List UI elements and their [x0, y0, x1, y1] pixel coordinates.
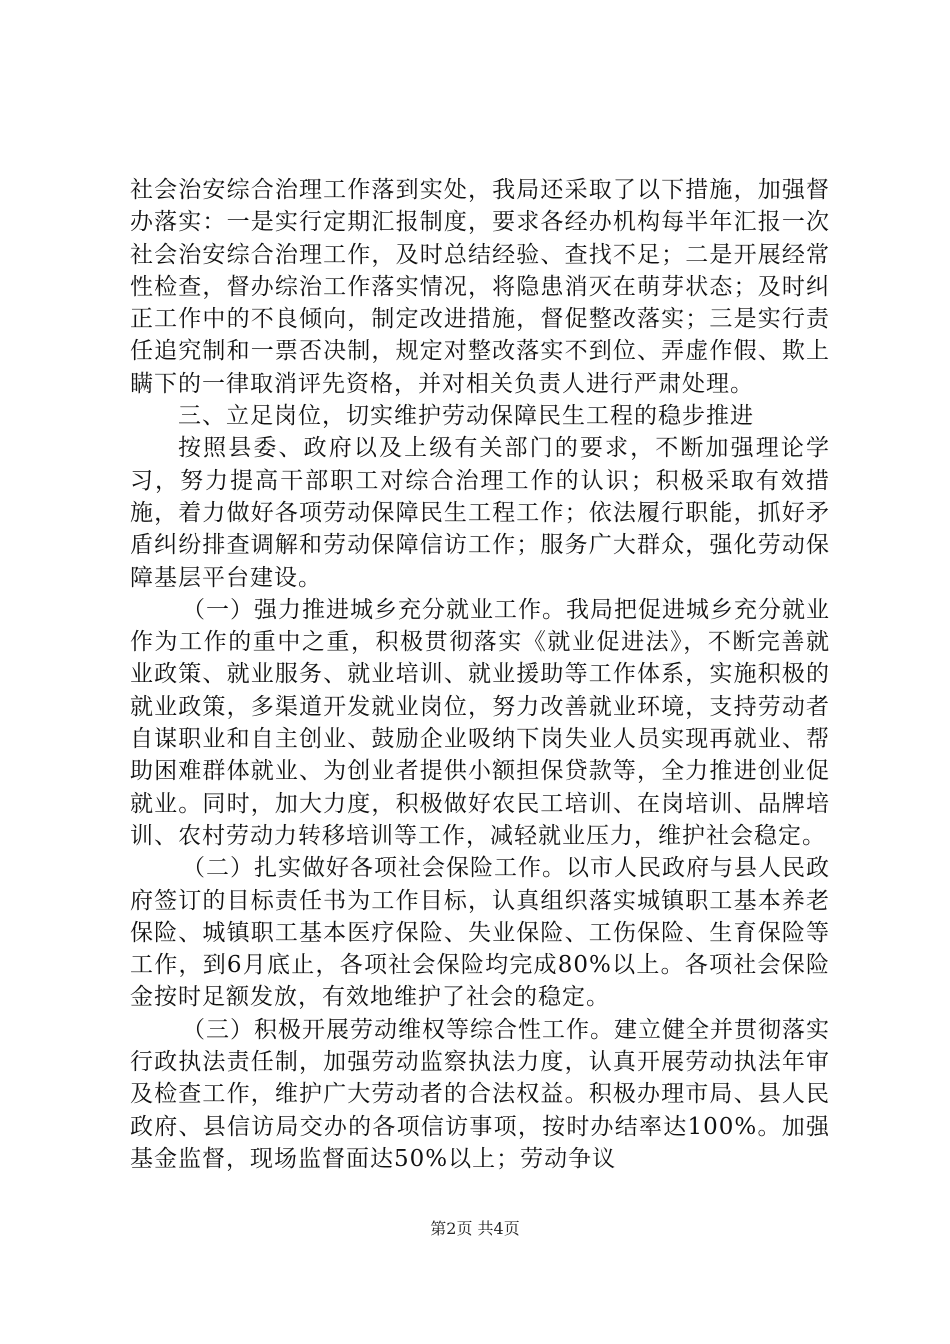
- document-body: [130, 174, 830, 1175]
- paragraph-intro: 按照县委、政府以及上级有关部门的要求，不断加强理论学习，努力提高干部职工对综合治理工作的认识；积极采取有效措施，着力做好各项劳动保障民生工程工作；依法履行职能，抓好矛盾纠纷排查调解和劳动保障信访工作；服务广大群众，强化劳动保障基层平台建设。: [130, 435, 830, 591]
- paragraph-employment: （一）强力推进城乡充分就业工作。我局把促进城乡充分就业作为工作的重中之重，积极贯彻落实《就业促进法》，不断完善就业政策、就业服务、就业培训、就业援助等工作体系，实施积极的就业政策，多渠道开发就业岗位，努力改善就业环境，支持劳动者自谋职业和自主创业、鼓励企业吸纳下岗失业人员实现再就业、帮助困难群体就业、为创业者提供小额担保贷款等，全力推进创业促就业。同时，加大力度，积极做好农民工培训、在岗培训、品牌培训、农村劳动力转移培训等工作，减轻就业压力，维护社会稳定。: [130, 596, 830, 849]
- paragraph-labor-rights: （三）积极开展劳动维权等综合性工作。建立健全并贯彻落实行政执法责任制，加强劳动监察执法力度，认真开展劳动执法年审及检查工作，维护广大劳动者的合法权益。积极办理市局、县人民政府、县信访局交办的各项信访事项，按时办结率达100%。加强基金监督，现场监督面达50%以上；劳动争议: [130, 1016, 830, 1172]
- paragraph-measures: 社会治安综合治理工作落到实处，我局还采取了以下措施，加强督办落实：一是实行定期汇报制度，要求各经办机构每半年汇报一次社会治安综合治理工作，及时总结经验、查找不足；二是开展经常性检查，督办综治工作落实情况，将隐患消灭在萌芽状态；及时纠正工作中的不良倾向，制定改进措施，督促整改落实；三是实行责任追究制和一票否决制，规定对整改落实不到位、弄虚作假、欺上瞒下的一律取消评先资格，并对相关负责人进行严肃处理。: [130, 177, 830, 397]
- paragraph-social-insurance: （二）扎实做好各项社会保险工作。以市人民政府与县人民政府签订的目标责任书为工作目标，认真组织落实城镇职工基本养老保险、城镇职工基本医疗保险、失业保险、工伤保险、生育保险等工作，到6月底止，各项社会保险均完成80%以上。各项社会保险金按时足额发放，有效地维护了社会的稳定。: [130, 855, 830, 1011]
- section-heading-3: 三、立足岗位，切实维护劳动保障民生工程的稳步推进: [178, 403, 754, 430]
- page-footer: 第2页 共4页: [430, 1219, 520, 1238]
